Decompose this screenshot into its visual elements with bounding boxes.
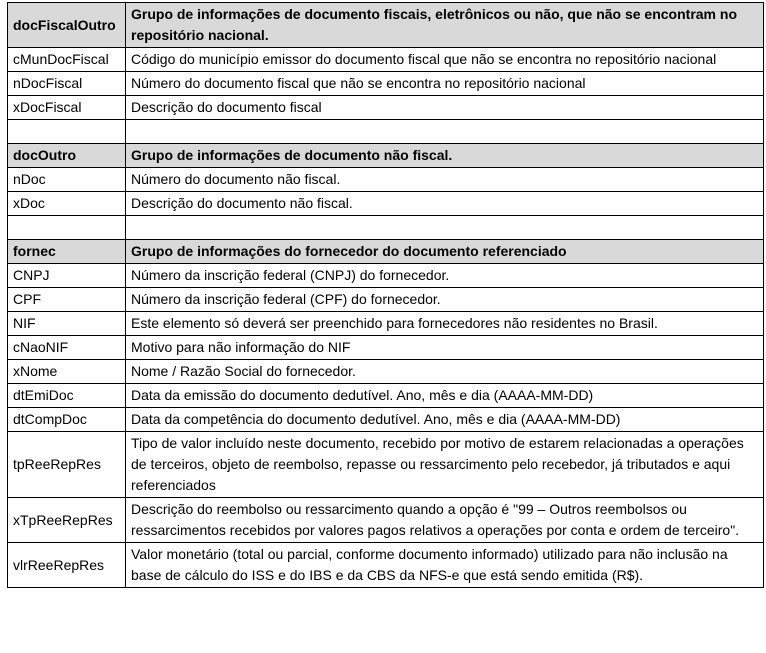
table-row (8, 72, 764, 96)
field-name: nDoc (8, 168, 126, 192)
spacer-row (8, 216, 764, 240)
table-row (8, 96, 764, 120)
field-name: xDoc (8, 192, 126, 216)
field-description: Tipo de valor incluído neste documento, recebido por motivo de estarem relacionadas a operações de terceiros, objeto de reembolso, repasse ou ressarcimento pelo recebedor, já tributados e aqui referenciados (126, 432, 764, 498)
table-row (8, 312, 764, 336)
field-name: nDocFiscal (8, 72, 126, 96)
group-header-row (8, 240, 764, 264)
table-row (8, 336, 764, 360)
group-field-name: docOutro (8, 144, 126, 168)
field-description: Descrição do documento não fiscal. (126, 192, 764, 216)
table-row (8, 384, 764, 408)
spacer-row (8, 120, 764, 144)
field-description: Data da competência do documento dedutível. Ano, mês e dia (AAAA-MM-DD) (126, 408, 764, 432)
field-name: cNaoNIF (8, 336, 126, 360)
group-description: Grupo de informações do fornecedor do documento referenciado (126, 240, 764, 264)
empty-cell (126, 216, 764, 240)
group-field-name: docFiscalOutro (8, 3, 126, 48)
field-name: cMunDocFiscal (8, 48, 126, 72)
field-name: dtEmiDoc (8, 384, 126, 408)
table-row (8, 192, 764, 216)
table-row (8, 360, 764, 384)
table-row (8, 432, 764, 498)
field-description: Motivo para não informação do NIF (126, 336, 764, 360)
table-row (8, 408, 764, 432)
table-row (8, 543, 764, 588)
field-description: Este elemento só deverá ser preenchido para fornecedores não residentes no Brasil. (126, 312, 764, 336)
field-name: CPF (8, 288, 126, 312)
group-header-row (8, 144, 764, 168)
field-name: xNome (8, 360, 126, 384)
field-description: Descrição do reembolso ou ressarcimento quando a opção é "99 – Outros reembolsos ou ressarcimentos recebidos por valores pagos relativos a operações por conta e ordem de terceiro". (126, 498, 764, 543)
table-row (8, 288, 764, 312)
field-name: vlrReeRepRes (8, 543, 126, 588)
field-name: dtCompDoc (8, 408, 126, 432)
table-row (8, 168, 764, 192)
field-name: tpReeRepRes (8, 432, 126, 498)
field-description: Número do documento fiscal que não se encontra no repositório nacional (126, 72, 764, 96)
empty-cell (126, 120, 764, 144)
group-field-name: fornec (8, 240, 126, 264)
table-row (8, 498, 764, 543)
field-description: Código do município emissor do documento fiscal que não se encontra no repositório nacional (126, 48, 764, 72)
field-description: Data da emissão do documento dedutível. Ano, mês e dia (AAAA-MM-DD) (126, 384, 764, 408)
field-description: Número da inscrição federal (CNPJ) do fornecedor. (126, 264, 764, 288)
group-header-row (8, 3, 764, 48)
field-description: Nome / Razão Social do fornecedor. (126, 360, 764, 384)
field-name: NIF (8, 312, 126, 336)
field-name: CNPJ (8, 264, 126, 288)
field-description: Descrição do documento fiscal (126, 96, 764, 120)
table-row (8, 48, 764, 72)
empty-cell (8, 216, 126, 240)
field-name: xDocFiscal (8, 96, 126, 120)
field-description: Número da inscrição federal (CPF) do fornecedor. (126, 288, 764, 312)
field-description: Valor monetário (total ou parcial, conforme documento informado) utilizado para não inclusão na base de cálculo do ISS e do IBS e da CBS da NFS-e que está sendo emitida (R$). (126, 543, 764, 588)
empty-cell (8, 120, 126, 144)
field-description: Número do documento não fiscal. (126, 168, 764, 192)
table-row (8, 264, 764, 288)
group-description: Grupo de informações de documento fiscais, eletrônicos ou não, que não se encontram no repositório nacional. (126, 3, 764, 48)
group-description: Grupo de informações de documento não fiscal. (126, 144, 764, 168)
field-name: xTpReeRepRes (8, 498, 126, 543)
field-specification-table (7, 2, 764, 588)
